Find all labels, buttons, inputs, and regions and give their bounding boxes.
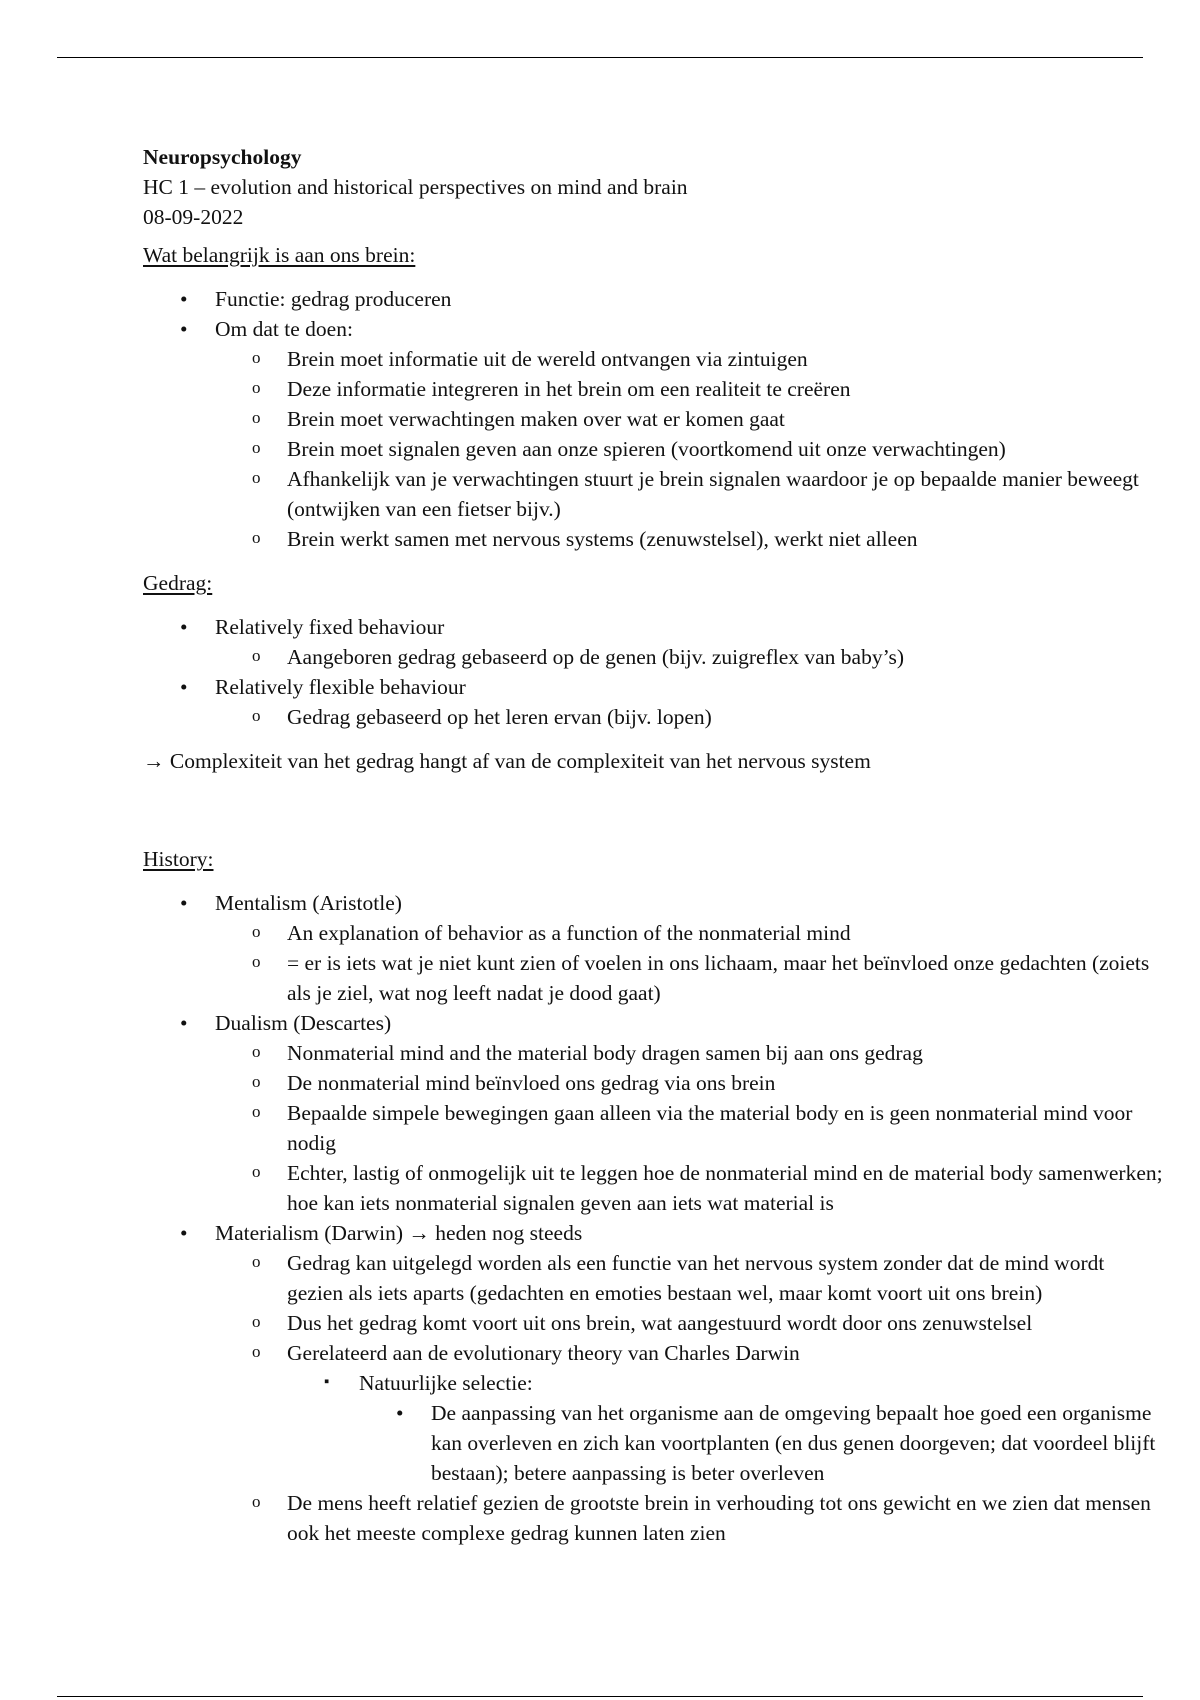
- list-item: o Brein moet signalen geven aan onze spieren (voortkomend uit onze verwachtingen): [143, 434, 1163, 464]
- list-item: o Gerelateerd aan de evolutionary theory van Charles Darwin ▪ Natuurlijke selectie: • De aanpassing van het organisme aan de omgeving bepaalt hoe goed een organisme kan overleven en zich kan voortplanten (en dus genen doorgeven; dat voordeel blijft bestaan); betere aanpassing is beter overleven: [143, 1338, 1163, 1488]
- behaviour-list: [143, 612, 1163, 732]
- list-item: o Gedrag kan uitgelegd worden als een functie van het nervous system zonder dat de mind wordt gezien als iets aparts (gedachten en emoties bestaan wel, maar komt voort uit ons brein): [143, 1248, 1163, 1308]
- list-item: o An explanation of behavior as a function of the nonmaterial mind: [143, 918, 1163, 948]
- list-item: • De aanpassing van het organisme aan de omgeving bepaalt hoe goed een organisme kan overleven en zich kan voortplanten (en dus genen doorgeven; dat voordeel blijft bestaan); betere aanpassing is beter overleven: [143, 1398, 1163, 1488]
- list-item: o Brein moet verwachtingen maken over wat er komen gaat: [143, 404, 1163, 434]
- list-item: o Aangeboren gedrag gebaseerd op de genen (bijv. zuigreflex van baby’s): [143, 642, 1163, 672]
- list-item: o = er is iets wat je niet kunt zien of voelen in ons lichaam, maar het beïnvloed onze gedachten (zoiets als je ziel, wat nog leeft nadat je dood gaat): [143, 948, 1163, 1008]
- list-item: o Gedrag gebaseerd op het leren ervan (bijv. lopen): [143, 702, 1163, 732]
- section-heading-behaviour: Gedrag:: [143, 571, 213, 595]
- lecture-subtitle: HC 1 – evolution and historical perspectives on mind and brain: [143, 175, 688, 199]
- history-list: [143, 888, 1163, 1548]
- conclusion-line: → Complexiteit van het gedrag hangt af van de complexiteit van het nervous system: [143, 749, 871, 773]
- list-item: o Afhankelijk van je verwachtingen stuurt je brein signalen waardoor je op bepaalde manier beweegt (ontwijken van een fietser bijv.): [143, 464, 1163, 524]
- list-item: • Om dat te doen: o Brein moet informatie uit de wereld ontvangen via zintuigen o Deze informatie integreren in het brein om een realiteit te creëren o Brein moet verwachtingen maken over wat er komen gaat o Brein moet signalen geven aan onze spieren (voortkomend uit onze verwachtingen) o Afhankelijk van je verwachtingen stuurt je brein signalen waardoor je op bepaalde manier beweegt (ontwijken van een fietser bijv.) o Brein werkt samen met nervous systems (zenuwstelsel), werkt niet alleen: [143, 314, 1163, 554]
- document-body: [143, 142, 1163, 1562]
- top-rule: [57, 57, 1143, 58]
- list-item: o Deze informatie integreren in het brein om een realiteit te creëren: [143, 374, 1163, 404]
- list-item: o Brein werkt samen met nervous systems (zenuwstelsel), werkt niet alleen: [143, 524, 1163, 554]
- list-item-dualism: • Dualism (Descartes) o Nonmaterial mind and the material body dragen samen bij aan ons gedrag o De nonmaterial mind beïnvloed ons gedrag via ons brein o Bepaalde simpele bewegingen gaan alleen via the material body en is geen nonmaterial mind voor nodig o Echter, lastig of onmogelijk uit te leggen hoe de nonmaterial mind en de material body samenwerken; hoe kan iets nonmaterial signalen geven aan iets wat material is: [143, 1008, 1163, 1218]
- list-item: o Nonmaterial mind and the material body dragen samen bij aan ons gedrag: [143, 1038, 1163, 1068]
- section-heading-history: History:: [143, 847, 214, 871]
- bottom-rule: [57, 1696, 1143, 1697]
- list-item: o Dus het gedrag komt voort uit ons brein, wat aangestuurd wordt door ons zenuwstelsel: [143, 1308, 1163, 1338]
- list-item-mentalism: • Mentalism (Aristotle) o An explanation of behavior as a function of the nonmaterial mind o = er is iets wat je niet kunt zien of voelen in ons lichaam, maar het beïnvloed onze gedachten (zoiets als je ziel, wat nog leeft nadat je dood gaat): [143, 888, 1163, 1008]
- list-item: • Relatively fixed behaviour o Aangeboren gedrag gebaseerd op de genen (bijv. zuigreflex van baby’s): [143, 612, 1163, 672]
- list-item: o De mens heeft relatief gezien de grootste brein in verhouding tot ons gewicht en we zien dat mensen ook het meeste complexe gedrag kunnen laten zien: [143, 1488, 1163, 1548]
- list-item: o Brein moet informatie uit de wereld ontvangen via zintuigen: [143, 344, 1163, 374]
- brain-list: [143, 284, 1163, 554]
- section-heading-brain: Wat belangrijk is aan ons brein:: [143, 243, 416, 267]
- list-item: o Echter, lastig of onmogelijk uit te leggen hoe de nonmaterial mind en de material body samenwerken; hoe kan iets nonmaterial signalen geven aan iets wat material is: [143, 1158, 1163, 1218]
- list-item: • Functie: gedrag produceren: [143, 284, 1163, 314]
- list-item-materialism: • Materialism (Darwin) → heden nog steeds o Gedrag kan uitgelegd worden als een functie van het nervous system zonder dat de mind wordt gezien als iets aparts (gedachten en emoties bestaan wel, maar komt voort uit ons brein) o Dus het gedrag komt voort uit ons brein, wat aangestuurd wordt door ons zenuwstelsel o Gerelateerd aan de evolutionary theory van Charles Darwin ▪ Natuurlijke selectie: • De aanpassing van het organisme aan de omgeving bepaalt hoe goed een organisme kan overleven en zich kan voortplanten (en dus genen doorgeven; dat voordeel blijft bestaan); betere aanpassing is beter overleven o De mens heeft relatief gezien de grootste brein in verhouding tot ons gewicht en we zien dat mensen ook het meeste complexe gedrag kunnen laten zien: [143, 1218, 1163, 1548]
- list-item: ▪ Natuurlijke selectie: • De aanpassing van het organisme aan de omgeving bepaalt hoe goed een organisme kan overleven en zich kan voortplanten (en dus genen doorgeven; dat voordeel blijft bestaan); betere aanpassing is beter overleven: [143, 1368, 1163, 1488]
- list-item: • Relatively flexible behaviour o Gedrag gebaseerd op het leren ervan (bijv. lopen): [143, 672, 1163, 732]
- document-title: Neuropsychology: [143, 145, 302, 169]
- list-item: o Bepaalde simpele bewegingen gaan alleen via the material body en is geen nonmaterial mind voor nodig: [143, 1098, 1163, 1158]
- lecture-date: 08-09-2022: [143, 205, 244, 229]
- list-item: o De nonmaterial mind beïnvloed ons gedrag via ons brein: [143, 1068, 1163, 1098]
